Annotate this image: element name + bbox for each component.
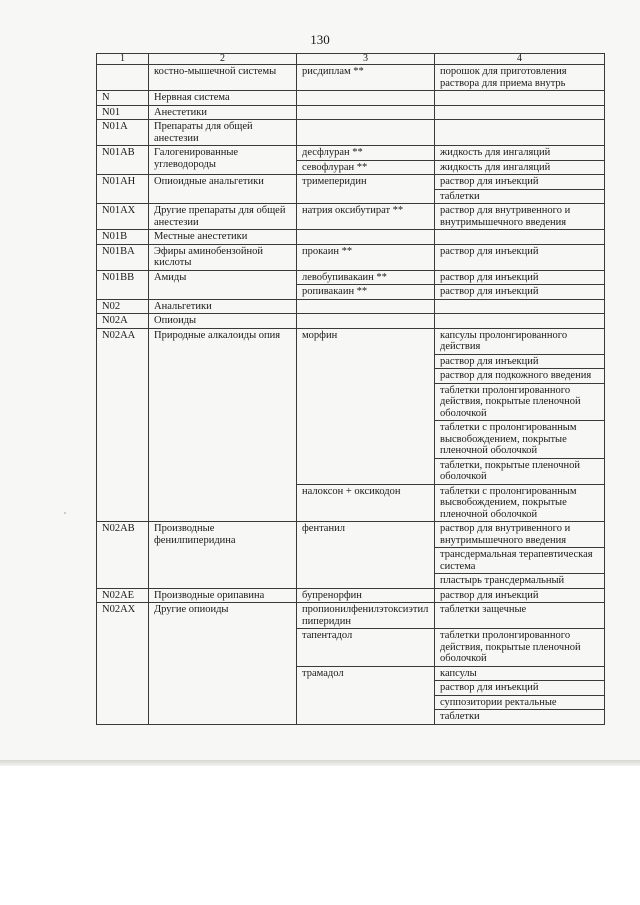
drug-cell: прокаин ** bbox=[297, 244, 435, 270]
code-cell: N01AB bbox=[97, 146, 149, 175]
scan-speck bbox=[64, 512, 66, 514]
form-cell: раствор для инъекций bbox=[435, 588, 605, 603]
drug-table bbox=[96, 53, 605, 725]
drug-cell: десфлуран ** bbox=[297, 146, 435, 161]
table-row bbox=[97, 230, 605, 245]
group-cell: Галогенированные углеводороды bbox=[149, 146, 297, 175]
page-number: 130 bbox=[310, 32, 330, 47]
table-row bbox=[97, 299, 605, 314]
form-cell: раствор для инъекций bbox=[435, 681, 605, 696]
code-cell: N01AH bbox=[97, 175, 149, 204]
code-cell: N02AX bbox=[97, 603, 149, 725]
group-cell: Опиоиды bbox=[149, 314, 297, 329]
code-cell: N bbox=[97, 91, 149, 106]
table-row bbox=[97, 522, 605, 548]
form-cell: раствор для подкожного введения bbox=[435, 369, 605, 384]
table-row bbox=[97, 146, 605, 161]
form-cell: раствор для внутривенного и внутримышечного введения bbox=[435, 204, 605, 230]
table-row bbox=[97, 120, 605, 146]
form-cell: раствор для инъекций bbox=[435, 270, 605, 285]
code-cell: N01AX bbox=[97, 204, 149, 230]
form-cell: раствор для инъекций bbox=[435, 244, 605, 270]
drug-cell bbox=[297, 314, 435, 329]
group-cell: Производные фенилпиперидина bbox=[149, 522, 297, 589]
form-cell bbox=[435, 230, 605, 245]
form-cell: порошок для приготовления раствора для приема внутрь bbox=[435, 65, 605, 91]
group-cell: Опиоидные анальгетики bbox=[149, 175, 297, 204]
header-cell: 1 bbox=[97, 54, 149, 65]
drug-cell: тапентадол bbox=[297, 629, 435, 667]
table-row bbox=[97, 65, 605, 91]
table-row bbox=[97, 603, 605, 629]
drug-cell: бупренорфин bbox=[297, 588, 435, 603]
code-cell: N02AB bbox=[97, 522, 149, 589]
drug-cell: севофлуран ** bbox=[297, 160, 435, 175]
form-cell: раствор для внутривенного и внутримышечного введения bbox=[435, 522, 605, 548]
form-cell: таблетки bbox=[435, 710, 605, 725]
form-cell: таблетки пролонгированного действия, покрытые пленочной оболочкой bbox=[435, 383, 605, 421]
group-cell: Другие препараты для общей анестезии bbox=[149, 204, 297, 230]
group-cell: Природные алкалоиды опия bbox=[149, 328, 297, 522]
table-row bbox=[97, 588, 605, 603]
code-cell: N02AE bbox=[97, 588, 149, 603]
form-cell bbox=[435, 105, 605, 120]
group-cell: Эфиры аминобензойной кислоты bbox=[149, 244, 297, 270]
header-cell: 4 bbox=[435, 54, 605, 65]
form-cell bbox=[435, 314, 605, 329]
code-cell: N01A bbox=[97, 120, 149, 146]
group-cell: Производные орипавина bbox=[149, 588, 297, 603]
group-cell: Анальгетики bbox=[149, 299, 297, 314]
drug-cell: фентанил bbox=[297, 522, 435, 589]
group-cell: Препараты для общей анестезии bbox=[149, 120, 297, 146]
form-cell: капсулы bbox=[435, 666, 605, 681]
drug-cell: натрия оксибутират ** bbox=[297, 204, 435, 230]
code-cell: N01 bbox=[97, 105, 149, 120]
table-row bbox=[97, 105, 605, 120]
table-row bbox=[97, 204, 605, 230]
group-cell: Другие опиоиды bbox=[149, 603, 297, 725]
form-cell: таблетки, покрытые пленочной оболочкой bbox=[435, 458, 605, 484]
drug-cell bbox=[297, 91, 435, 106]
table-row bbox=[97, 175, 605, 190]
table-row bbox=[97, 328, 605, 354]
scan-edge bbox=[0, 760, 640, 766]
form-cell: капсулы пролонгированного действия bbox=[435, 328, 605, 354]
form-cell: таблетки bbox=[435, 189, 605, 204]
form-cell bbox=[435, 299, 605, 314]
form-cell: таблетки пролонгированного действия, покрытые пленочной оболочкой bbox=[435, 629, 605, 667]
form-cell: жидкость для ингаляций bbox=[435, 146, 605, 161]
header-cell: 2 bbox=[149, 54, 297, 65]
code-cell: N01BA bbox=[97, 244, 149, 270]
group-cell: костно-мышечной системы bbox=[149, 65, 297, 91]
form-cell: раствор для инъекций bbox=[435, 285, 605, 300]
form-cell: трансдермальная терапевтическая система bbox=[435, 548, 605, 574]
table-header-row bbox=[97, 54, 605, 65]
table-row bbox=[97, 244, 605, 270]
code-cell: N01BB bbox=[97, 270, 149, 299]
table-row bbox=[97, 270, 605, 285]
drug-cell bbox=[297, 230, 435, 245]
group-cell: Нервная система bbox=[149, 91, 297, 106]
code-cell: N02AA bbox=[97, 328, 149, 522]
drug-cell: морфин bbox=[297, 328, 435, 484]
code-cell: N01B bbox=[97, 230, 149, 245]
form-cell: таблетки защечные bbox=[435, 603, 605, 629]
drug-cell: налоксон + оксикодон bbox=[297, 484, 435, 522]
form-cell: раствор для инъекций bbox=[435, 354, 605, 369]
drug-cell: рисдиплам ** bbox=[297, 65, 435, 91]
form-cell: суппозитории ректальные bbox=[435, 695, 605, 710]
group-cell: Местные анестетики bbox=[149, 230, 297, 245]
form-cell: таблетки с пролонгированным высвобождением, покрытые пленочной оболочкой bbox=[435, 421, 605, 459]
table-row bbox=[97, 314, 605, 329]
form-cell bbox=[435, 120, 605, 146]
form-cell: раствор для инъекций bbox=[435, 175, 605, 190]
drug-cell: тримеперидин bbox=[297, 175, 435, 204]
form-cell: жидкость для ингаляций bbox=[435, 160, 605, 175]
form-cell: таблетки с пролонгированным высвобождением, покрытые пленочной оболочкой bbox=[435, 484, 605, 522]
drug-cell bbox=[297, 120, 435, 146]
form-cell: пластырь трансдермальный bbox=[435, 574, 605, 589]
code-cell: N02 bbox=[97, 299, 149, 314]
code-cell bbox=[97, 65, 149, 91]
table-row bbox=[97, 91, 605, 106]
drug-cell: ропивакаин ** bbox=[297, 285, 435, 300]
code-cell: N02A bbox=[97, 314, 149, 329]
group-cell: Амиды bbox=[149, 270, 297, 299]
header-cell: 3 bbox=[297, 54, 435, 65]
drug-cell: пропионилфенилэтоксиэтилпиперидин bbox=[297, 603, 435, 629]
drug-cell: трамадол bbox=[297, 666, 435, 724]
form-cell bbox=[435, 91, 605, 106]
drug-cell bbox=[297, 105, 435, 120]
group-cell: Анестетики bbox=[149, 105, 297, 120]
drug-cell bbox=[297, 299, 435, 314]
drug-cell: левобупивакаин ** bbox=[297, 270, 435, 285]
